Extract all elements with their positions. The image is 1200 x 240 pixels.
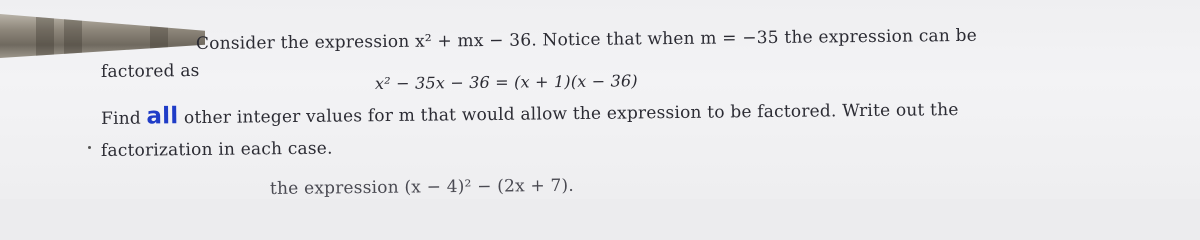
- instruction-prefix: Find: [100, 108, 147, 129]
- pencil-object: [0, 14, 205, 58]
- instruction-line-2: factorization in each case.: [100, 138, 333, 161]
- problem-line-2: factored as: [100, 60, 200, 82]
- pencil-band: [36, 14, 54, 58]
- margin-dot: [88, 146, 91, 149]
- instruction-emphasis: all: [146, 103, 179, 130]
- factored-equation: x² − 35x − 36 = (x + 1)(x − 36): [374, 71, 638, 93]
- cut-off-line: the expression (x − 4)² − (2x + 7).: [269, 175, 575, 199]
- problem-line-1: Consider the expression x² + mx − 36. Notice that when m = −35 the expression can be: [195, 25, 978, 54]
- pencil-band: [150, 14, 168, 58]
- pencil-band: [64, 14, 82, 58]
- instruction-line-1: [101, 95, 959, 130]
- instruction-suffix: other integer values for m that would allow the expression to be factored. Write out the: [178, 100, 959, 129]
